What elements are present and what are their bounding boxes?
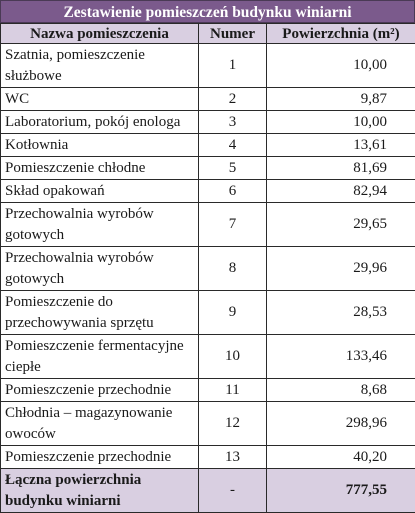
table-title: Zestawienie pomieszczeń budynku winiarni	[0, 0, 415, 23]
room-area: 10,00	[267, 44, 415, 88]
room-number: 9	[199, 291, 267, 335]
room-number: 1	[199, 44, 267, 88]
room-area: 298,96	[267, 402, 415, 446]
room-name: WC	[1, 88, 199, 111]
room-area: 9,87	[267, 88, 415, 111]
room-number: 5	[199, 157, 267, 180]
rooms-table	[0, 23, 415, 513]
header-name: Nazwa pomieszczenia	[1, 24, 199, 44]
room-area: 13,61	[267, 134, 415, 157]
table-row	[1, 134, 415, 157]
room-number: 4	[199, 134, 267, 157]
room-number: 13	[199, 446, 267, 469]
table-row	[1, 446, 415, 469]
room-number: 2	[199, 88, 267, 111]
total-number: -	[199, 469, 267, 513]
header-area: Powierzchnia (m²)	[267, 24, 415, 44]
room-area: 133,46	[267, 335, 415, 379]
room-area: 28,53	[267, 291, 415, 335]
table-row	[1, 335, 415, 379]
room-area: 8,68	[267, 379, 415, 402]
room-name: Laboratorium, pokój enologa	[1, 111, 199, 134]
room-area: 29,96	[267, 247, 415, 291]
room-number: 10	[199, 335, 267, 379]
header-row	[1, 24, 415, 44]
room-number: 11	[199, 379, 267, 402]
room-name: Przechowalnia wyrobów gotowych	[1, 203, 199, 247]
room-number: 8	[199, 247, 267, 291]
header-number: Numer	[199, 24, 267, 44]
table-row	[1, 44, 415, 88]
table-row	[1, 247, 415, 291]
room-number: 3	[199, 111, 267, 134]
table-row	[1, 402, 415, 446]
room-number: 12	[199, 402, 267, 446]
room-name: Pomieszczenie przechodnie	[1, 379, 199, 402]
total-area: 777,55	[267, 469, 415, 513]
table-row	[1, 180, 415, 203]
room-area: 82,94	[267, 180, 415, 203]
room-number: 7	[199, 203, 267, 247]
room-name: Pomieszczenie chłodne	[1, 157, 199, 180]
table-row	[1, 203, 415, 247]
room-name: Pomieszczenie do przechowywania sprzętu	[1, 291, 199, 335]
room-area: 81,69	[267, 157, 415, 180]
room-name: Skład opakowań	[1, 180, 199, 203]
table-row	[1, 291, 415, 335]
room-name: Przechowalnia wyrobów gotowych	[1, 247, 199, 291]
table-row	[1, 88, 415, 111]
total-label: Łączna powierzchnia budynku winiarni	[1, 469, 199, 513]
table-row	[1, 379, 415, 402]
room-name: Szatnia, pomieszczenie służbowe	[1, 44, 199, 88]
table-row	[1, 157, 415, 180]
room-name: Pomieszczenie przechodnie	[1, 446, 199, 469]
room-number: 6	[199, 180, 267, 203]
room-name: Chłodnia – magazynowanie owoców	[1, 402, 199, 446]
room-name: Kotłownia	[1, 134, 199, 157]
table-row	[1, 111, 415, 134]
room-name: Pomieszczenie fermentacyjne ciepłe	[1, 335, 199, 379]
room-area: 10,00	[267, 111, 415, 134]
room-area: 29,65	[267, 203, 415, 247]
total-row	[1, 469, 415, 513]
room-area: 40,20	[267, 446, 415, 469]
